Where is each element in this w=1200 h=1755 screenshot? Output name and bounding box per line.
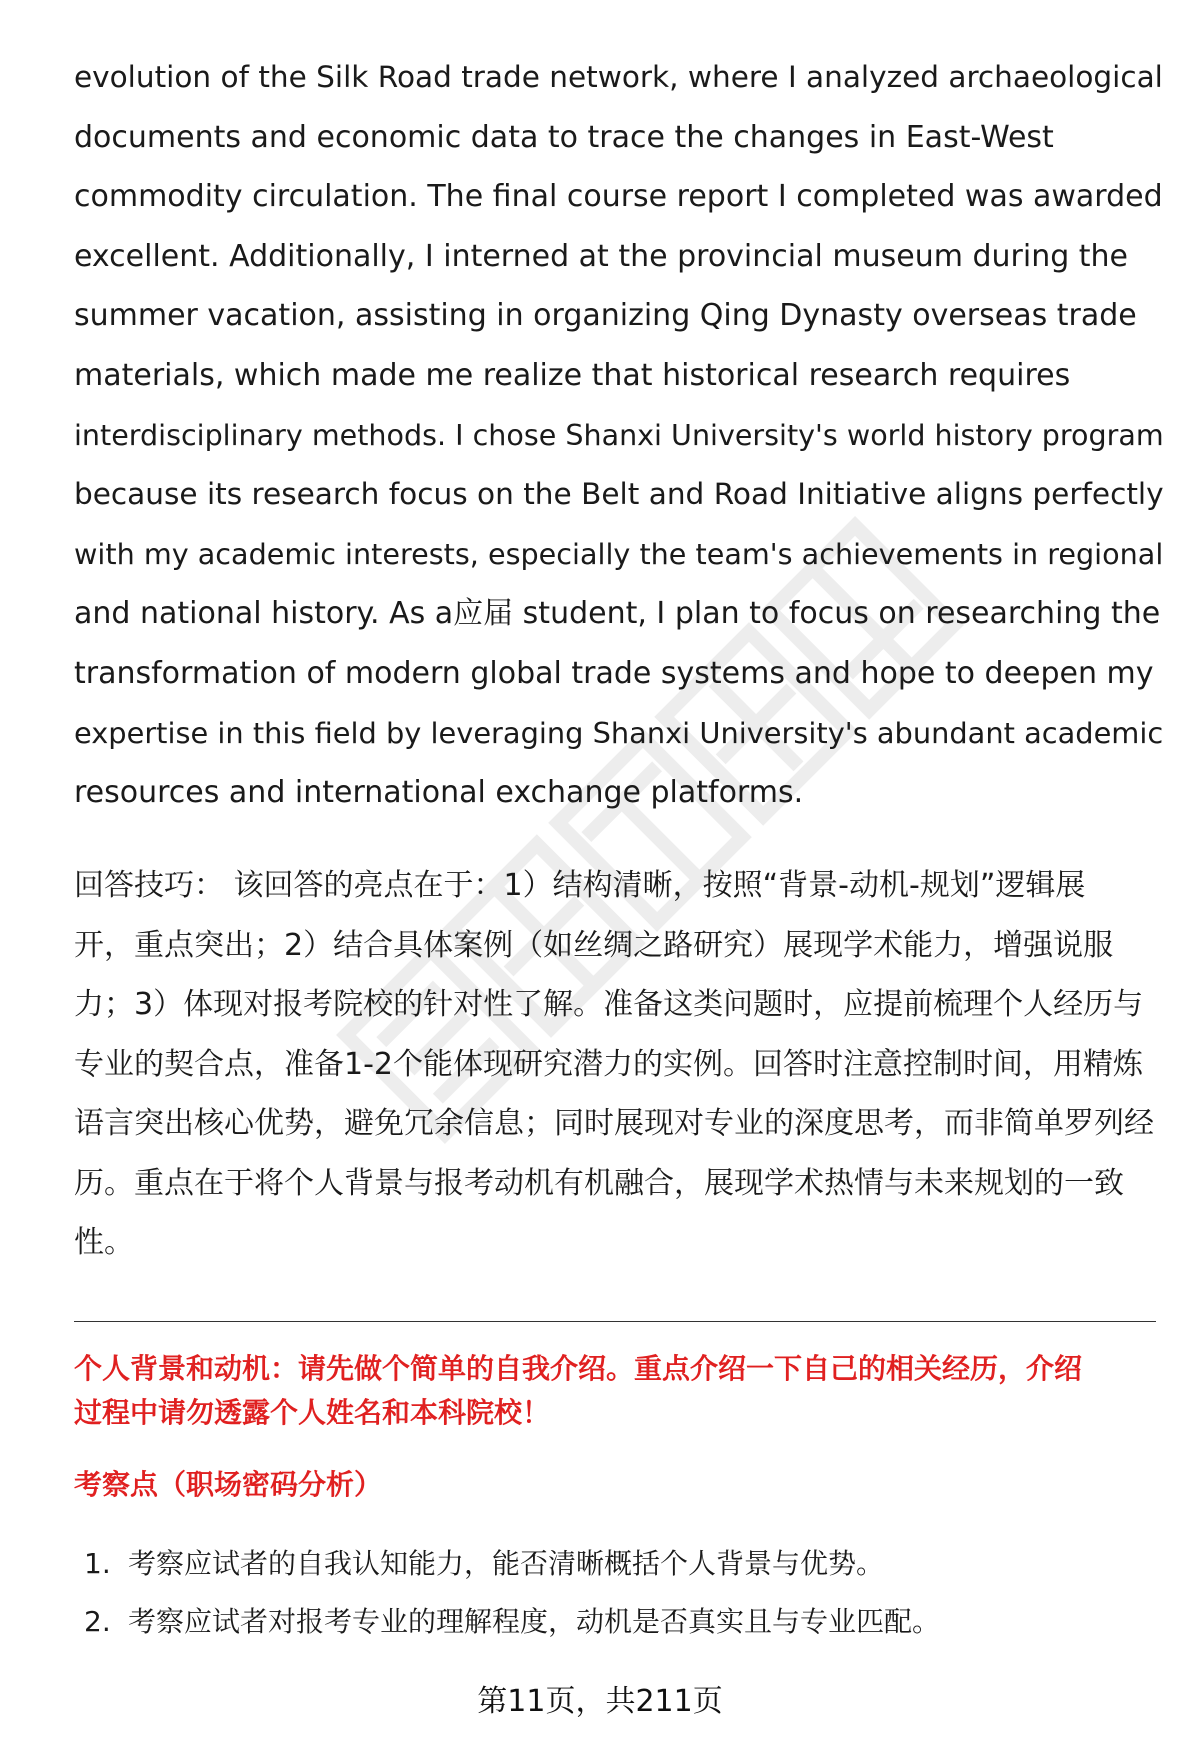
answer-paragraph (74, 48, 1164, 823)
page-content (74, 48, 1164, 1260)
list-item (84, 1593, 940, 1651)
answer-line: with my academic interests, especially the team's achievements in regional (74, 536, 1164, 571)
tips-paragraph (74, 856, 1154, 1273)
tips-line: 历。重点在于将个人背景与报考动机有机融合，展现学术热情与未来规划的一致 (74, 1165, 1124, 1201)
answer-line: expertise in this field by leveraging Shanxi University's abundant academic (74, 715, 1164, 750)
answer-line: interdisciplinary methods. I chose Shanxi University's world history program (74, 417, 1164, 452)
question-line: 个人背景和动机：请先做个简单的自我介绍。重点介绍一下自己的相关经历，介绍 (74, 1352, 1083, 1385)
answer-line: because its research focus on the Belt and Road Initiative aligns perfectly (74, 477, 1164, 512)
list-item-text: 考察应试者对报考专业的理解程度，动机是否真实且与专业匹配。 (128, 1605, 941, 1638)
list-item-number: 2. (84, 1605, 111, 1638)
list-item (84, 1535, 940, 1593)
list-item-number: 1. (84, 1547, 111, 1580)
answer-line: summer vacation, assisting in organizing Qing Dynasty overseas trade (74, 298, 1137, 334)
section-divider (74, 1321, 1156, 1322)
tips-line: 专业的契合点，准备1-2个能体现研究潜力的实例。回答时注意控制时间，用精炼 (74, 1046, 1143, 1082)
answer-line: commodity circulation. The final course report I completed was awarded (74, 179, 1163, 215)
exam-points-list (84, 1535, 940, 1651)
tips-line: 性。 (74, 1225, 134, 1260)
tips-line: 开，重点突出；2）结合具体案例（如丝绸之路研究）展现学术能力，增强说服 (74, 927, 1114, 963)
answer-line: materials, which made me realize that historical research requires (74, 357, 1071, 393)
section-heading: 考察点（职场密码分析） (74, 1468, 383, 1501)
answer-line: evolution of the Silk Road trade network, where I analyzed archaeological (74, 60, 1163, 94)
answer-line: documents and economic data to trace the changes in East-West (74, 119, 1054, 155)
tips-line: 语言突出核心优势，避免冗余信息；同时展现对专业的深度思考，而非简单罗列经 (74, 1106, 1154, 1141)
question-line: 过程中请勿透露个人姓名和本科院校！ (74, 1396, 551, 1429)
list-item-text: 考察应试者的自我认知能力，能否清晰概括个人背景与优势。 (128, 1547, 885, 1580)
page-number-footer: 第11页，共211页 (477, 1684, 723, 1719)
answer-line: resources and international exchange platforms. (74, 775, 804, 811)
question-title (74, 1347, 1164, 1435)
answer-line: transformation of modern global trade systems and hope to deepen my (74, 655, 1154, 691)
tips-line: 力；3）体现对报考院校的针对性了解。准备这类问题时，应提前梳理个人经历与 (74, 987, 1144, 1022)
answer-line: and national history. As a应届 student, I plan to focus on researching the (74, 596, 1161, 632)
answer-line: excellent. Additionally, I interned at the provincial museum during the (74, 238, 1129, 274)
tips-line: 回答技巧： 该回答的亮点在于：1）结构清晰，按照“背景-动机-规划”逻辑展 (74, 868, 1086, 903)
